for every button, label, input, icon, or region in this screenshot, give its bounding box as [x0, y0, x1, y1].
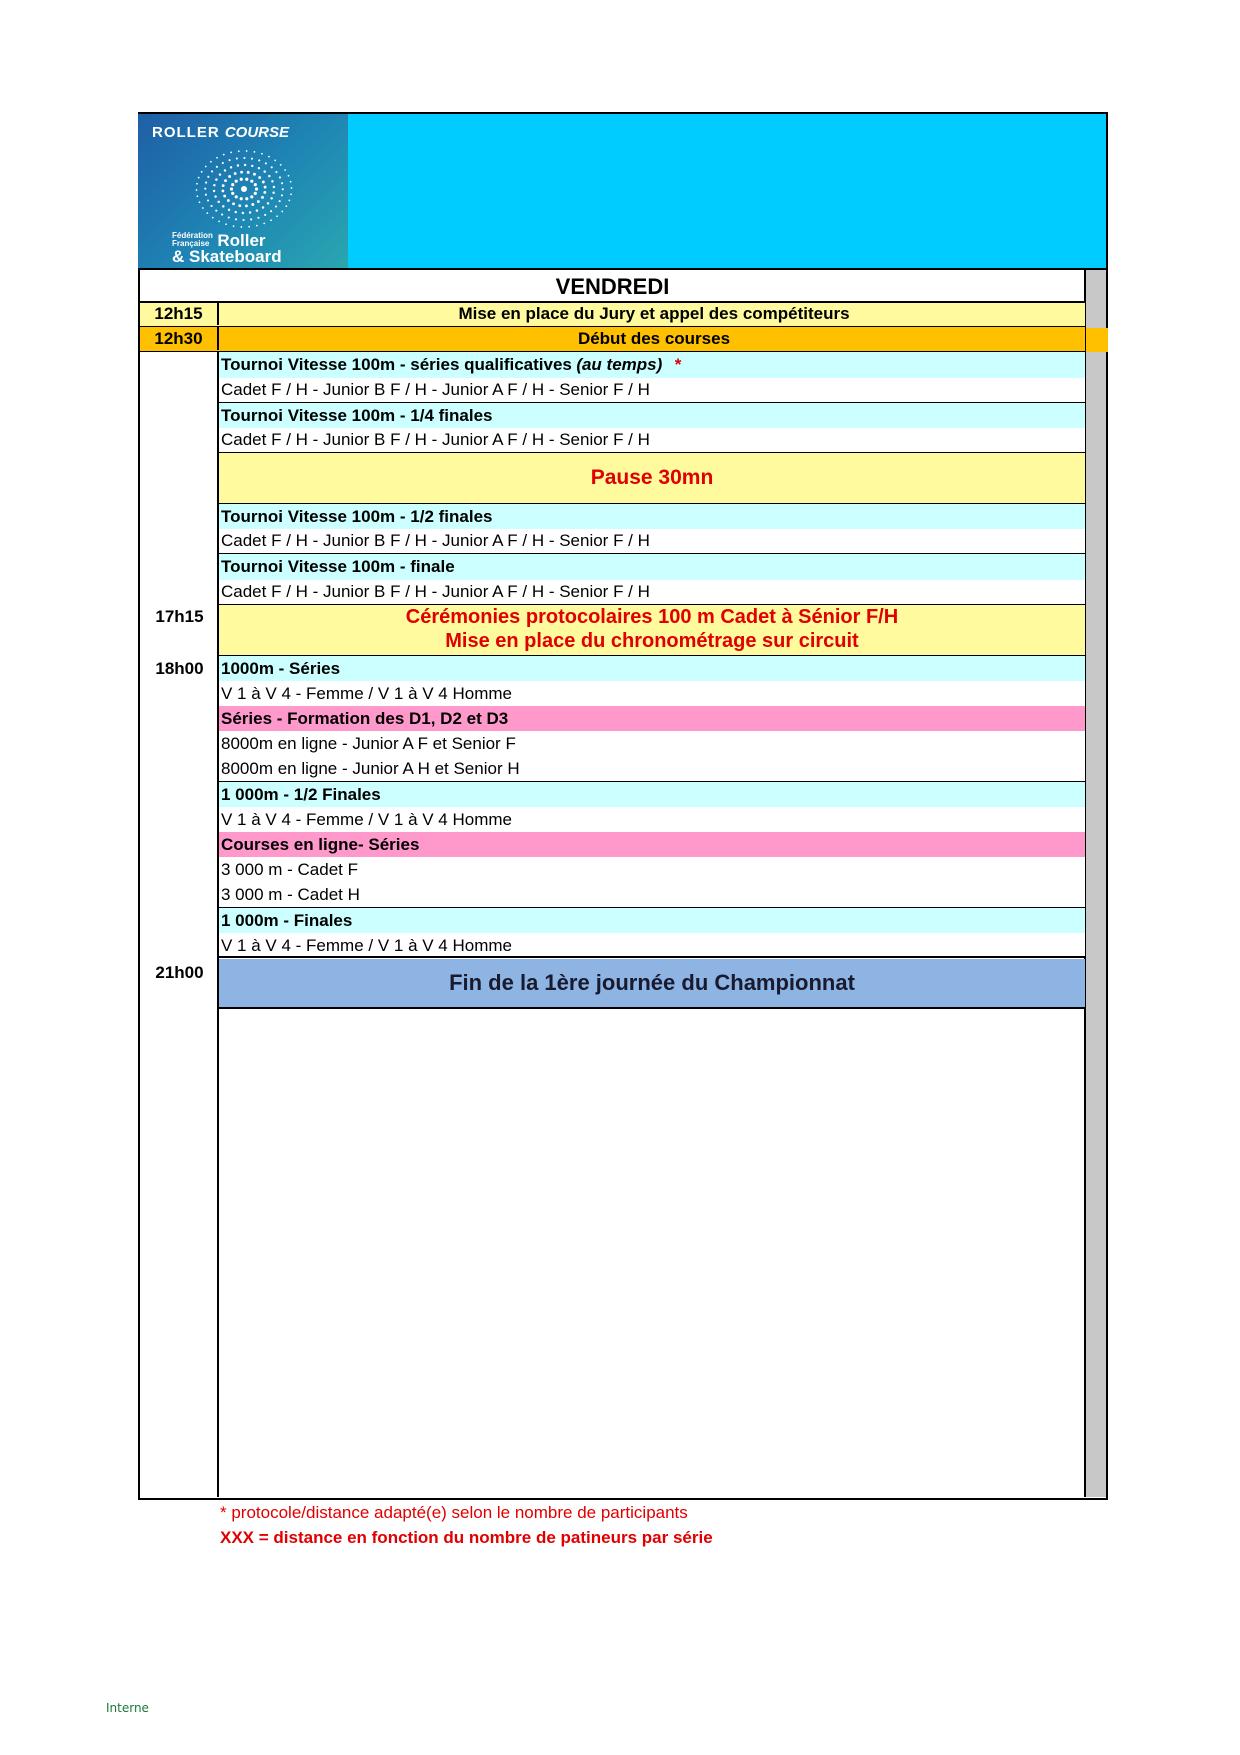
sun-dot	[213, 184, 215, 186]
time-label: 12h15	[140, 303, 219, 325]
pause-text: Pause 30mn	[590, 466, 714, 489]
sun-dot	[250, 180, 253, 183]
event-heading: Tournoi Vitesse 100m - séries qualificatives	[221, 355, 572, 374]
right-gray-column	[1084, 270, 1106, 1497]
sun-dot	[205, 166, 207, 168]
sun-dot	[250, 195, 253, 198]
schedule-table	[138, 268, 1108, 1500]
sun-dot	[279, 200, 281, 202]
sun-dot	[251, 165, 253, 167]
row-categories	[219, 807, 1085, 832]
categories-text: 3 000 m - Cadet H	[221, 885, 360, 904]
logo-course-word: COURSE	[224, 124, 290, 141]
sun-dot	[225, 223, 227, 225]
sun-dot	[228, 216, 230, 218]
categories-text: Cadet F / H - Junior B F / H - Junior A F / H - Senior F / H	[221, 380, 650, 399]
sun-dot	[215, 210, 217, 212]
sun-dot	[207, 199, 209, 201]
event-heading-note: (au temps)	[576, 355, 663, 374]
footnote-distance: XXX = distance en fonction du nombre de patineurs par série	[220, 1528, 713, 1547]
sun-dot	[215, 178, 217, 180]
categories-text: Cadet F / H - Junior B F / H - Junior A F / H - Senior F / H	[221, 531, 650, 550]
sun-dot	[201, 171, 203, 173]
sun-dot	[227, 199, 230, 202]
sun-dot	[246, 150, 248, 152]
event-heading: Séries - Formation des D1, D2 et D3	[221, 709, 509, 728]
row-categories	[219, 933, 1085, 958]
sun-dot	[217, 201, 219, 203]
sun-dot	[282, 188, 284, 190]
sun-dot	[268, 156, 270, 158]
sun-dot	[211, 170, 213, 172]
sun-dot	[263, 170, 265, 172]
sun-dot	[281, 211, 283, 213]
sun-dot	[205, 182, 207, 184]
event-heading: 1 000m - 1/2 Finales	[221, 785, 381, 804]
categories-text: 3 000 m - Cadet F	[221, 860, 359, 879]
sun-dot	[198, 177, 200, 179]
event-heading: 1 000m - Finales	[221, 911, 353, 930]
sun-dot	[261, 196, 264, 199]
row-heading	[219, 656, 1085, 681]
sun-dot	[264, 214, 266, 216]
row-categories	[219, 857, 1085, 882]
sun-dot	[245, 204, 248, 207]
time-label: 18h00	[155, 659, 204, 678]
sun-dot	[236, 157, 238, 159]
sun-dot	[240, 178, 243, 181]
sun-dot	[231, 183, 234, 186]
row-heading	[219, 403, 1085, 428]
sun-dot	[219, 173, 221, 175]
logo-roller-name: Roller	[217, 231, 266, 250]
header-band	[138, 112, 1108, 268]
sun-dot	[240, 226, 242, 228]
sun-dot	[276, 215, 278, 217]
categories-text: 8000m en ligne - Junior A H et Senior H	[221, 759, 520, 778]
sun-dot	[245, 197, 248, 200]
sun-dot	[223, 195, 226, 198]
sun-dot	[249, 211, 251, 213]
row-heading	[219, 554, 1085, 580]
row-categories	[219, 378, 1085, 403]
time-label: 12h30	[140, 327, 219, 350]
sun-dot	[204, 188, 206, 190]
sun-dot	[275, 205, 277, 207]
sun-dot	[251, 203, 254, 206]
sun-dot	[230, 152, 232, 154]
sun-dot	[268, 175, 270, 177]
categories-text: V 1 à V 4 - Femme / V 1 à V 4 Homme	[221, 810, 512, 829]
sun-dot	[275, 171, 277, 173]
sun-dot	[245, 178, 248, 181]
row-categories	[219, 882, 1085, 908]
event-heading: Courses en ligne- Séries	[221, 835, 420, 854]
sun-dot	[261, 153, 263, 155]
row-categories	[219, 756, 1085, 782]
sun-dot	[288, 199, 290, 201]
sun-dot	[244, 164, 246, 166]
sun-dot	[210, 205, 212, 207]
sun-dot	[281, 182, 283, 184]
event-text: Mise en place du Jury et appel des compétiteurs	[458, 304, 850, 323]
federation-logo	[138, 114, 348, 268]
sun-dot	[265, 162, 267, 164]
sun-dot	[233, 225, 235, 227]
sun-dot	[238, 150, 240, 152]
row-ceremonies	[219, 605, 1085, 656]
sun-dot	[229, 159, 231, 161]
sun-dot	[210, 161, 212, 163]
sun-dot	[221, 214, 223, 216]
classification-label: Interne	[106, 1701, 149, 1715]
sun-dot	[262, 206, 264, 208]
time-label: 21h00	[155, 963, 204, 982]
sun-dot	[253, 173, 256, 176]
footnote-protocol: * protocole/distance adapté(e) selon le nombre de participants	[220, 1503, 688, 1522]
sun-dot	[230, 187, 233, 190]
sun-dot	[221, 190, 224, 193]
sun-dot	[285, 205, 287, 207]
categories-text: 8000m en ligne - Junior A F et Senior F	[221, 734, 516, 753]
logo-title	[152, 124, 289, 141]
sun-dot	[274, 159, 276, 161]
sun-dot	[273, 186, 275, 188]
categories-text: V 1 à V 4 - Femme / V 1 à V 4 Homme	[221, 684, 512, 703]
sun-dot	[222, 184, 225, 187]
event-text: Début des courses	[577, 329, 731, 348]
row-categories	[219, 428, 1085, 453]
sun-dot	[207, 176, 209, 178]
sun-dot	[258, 167, 260, 169]
row-categories	[219, 529, 1085, 554]
sun-dot	[214, 195, 216, 197]
day-title: VENDREDI	[140, 270, 1085, 303]
sun-dot	[255, 187, 258, 190]
ceremonies-line: Cérémonies protocolaires 100 m Cadet à Sénior F/H	[405, 606, 899, 628]
sun-dot	[262, 181, 265, 184]
sun-dot	[243, 157, 245, 159]
sun-dot	[270, 210, 272, 212]
sun-dot	[242, 212, 244, 214]
row-pause	[219, 453, 1085, 504]
sun-dot	[224, 169, 226, 171]
event-heading: Tournoi Vitesse 100m - 1/4 finales	[221, 406, 493, 425]
sun-dot	[281, 194, 283, 196]
sun-dot	[264, 186, 267, 189]
sun-dot	[258, 159, 260, 161]
row-heading	[219, 782, 1085, 807]
sun-dot	[270, 197, 272, 199]
sun-dot	[248, 226, 250, 228]
sun-dot	[235, 218, 237, 220]
row-heading	[219, 908, 1085, 933]
sun-dot	[212, 217, 214, 219]
logo-federation-word: Fédération	[172, 231, 213, 240]
sun-dot	[251, 158, 253, 160]
sun-dot	[216, 166, 218, 168]
sun-dot	[240, 197, 243, 200]
sun-dot	[256, 209, 258, 211]
sun-dot	[224, 179, 227, 182]
row-categories	[219, 580, 1085, 605]
sun-dot	[254, 183, 257, 186]
sun-dot	[250, 218, 252, 220]
sun-dot	[288, 175, 290, 177]
event-heading: Tournoi Vitesse 100m - 1/2 finales	[221, 507, 493, 526]
event-heading: 1000m - Séries	[221, 659, 341, 678]
sun-dot	[222, 162, 224, 164]
row-day-end	[219, 959, 1085, 1009]
logo-roller-word: ROLLER	[152, 124, 220, 141]
sun-dot	[237, 164, 239, 166]
sun-dot	[223, 154, 225, 156]
sun-dot	[230, 166, 232, 168]
sun-dot	[243, 219, 245, 221]
sun-dot	[263, 222, 265, 224]
time-label: 17h15	[155, 607, 204, 626]
day-end-text: Fin de la 1ère journée du Championnat	[449, 970, 855, 995]
sun-dot	[257, 200, 260, 203]
row-heading	[219, 352, 1085, 378]
categories-text: Cadet F / H - Junior B F / H - Junior A F / H - Senior F / H	[221, 582, 650, 601]
sun-dot	[280, 164, 282, 166]
row-race-start	[140, 327, 1085, 352]
sun-dot	[290, 193, 292, 195]
row-jury-setup	[140, 303, 1085, 327]
sun-dot	[231, 192, 234, 195]
sun-dot	[254, 151, 256, 153]
sun-dot	[218, 220, 220, 222]
sun-dot	[271, 166, 273, 168]
sun-dot	[279, 176, 281, 178]
logo-federation-text	[172, 232, 282, 265]
sun-dot	[267, 202, 269, 204]
sun-dot	[272, 192, 274, 194]
logo-francaise-word: Française	[172, 239, 210, 248]
sun-dot	[234, 211, 236, 213]
sun-dot	[216, 157, 218, 159]
sun-dot	[235, 180, 238, 183]
sun-dot	[213, 190, 215, 192]
logo-skateboard-name: & Skateboard	[172, 247, 282, 266]
sun-dot	[257, 217, 259, 219]
row-categories	[219, 731, 1085, 756]
sun-dot	[205, 194, 207, 196]
asterisk-mark: *	[674, 355, 682, 374]
sun-dot	[196, 195, 198, 197]
sun-dot	[290, 181, 292, 183]
categories-text: V 1 à V 4 - Femme / V 1 à V 4 Homme	[221, 936, 512, 955]
sun-dot	[284, 169, 286, 171]
sun-dot	[199, 201, 201, 203]
sun-dot	[258, 176, 261, 179]
sun-dot	[196, 189, 198, 191]
timing-setup-line: Mise en place du chronométrage sur circuit	[445, 630, 859, 652]
orange-marker	[1086, 328, 1108, 352]
sun-dot	[238, 204, 241, 207]
row-heading	[219, 504, 1085, 529]
categories-text: Cadet F / H - Junior B F / H - Junior A F / H - Senior F / H	[221, 430, 650, 449]
sun-dot	[240, 171, 243, 174]
sun-dot	[271, 180, 273, 182]
sun-dot	[291, 187, 293, 189]
sun-burst-icon	[184, 144, 304, 234]
sun-dot	[235, 195, 238, 198]
sun-dot	[206, 212, 208, 214]
sun-dot	[254, 192, 257, 195]
sun-dot	[196, 183, 198, 185]
sun-dot	[222, 205, 224, 207]
row-categories	[219, 681, 1085, 706]
sun-dot	[270, 219, 272, 221]
sun-dot	[228, 175, 231, 178]
event-heading: Tournoi Vitesse 100m - finale	[221, 557, 455, 576]
sun-dot	[234, 172, 237, 175]
sun-dot	[228, 209, 230, 211]
sun-dot	[256, 225, 258, 227]
row-heading-pink	[219, 832, 1085, 857]
sun-dot	[232, 202, 235, 205]
sun-dot	[247, 171, 250, 174]
row-heading-pink	[219, 706, 1085, 731]
sun-dot	[263, 191, 266, 194]
sun-dot	[202, 207, 204, 209]
time-column	[140, 303, 219, 1497]
